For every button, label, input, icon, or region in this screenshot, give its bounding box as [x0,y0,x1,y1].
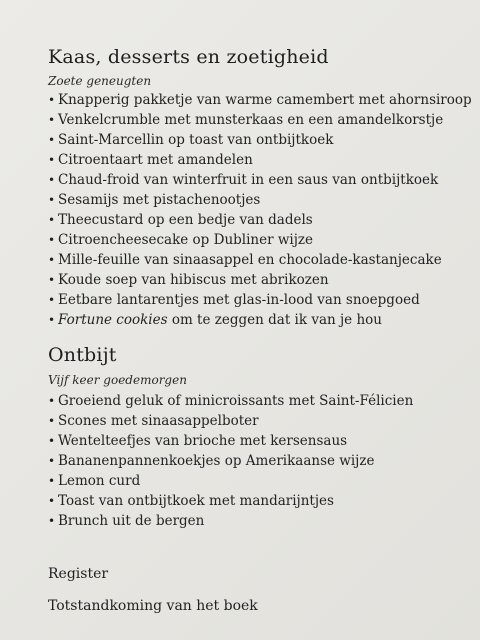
bullet: • [48,293,56,307]
list-item: • Lemon curd [48,473,141,489]
list-item: • Koude soep van hibiscus met abrikozen [48,272,329,288]
list-item: • Groeiend geluk of minicroissants met Saint-Félicien [48,393,414,409]
list-item: • Saint-Marcellin op toast van ontbijtkoek [48,132,334,148]
italic-phrase: Fortune cookies [58,312,168,328]
section-subtitle-desserts: Zoete geneugten [48,74,152,88]
section-title-desserts: Kaas, desserts en zoetigheid [48,46,329,68]
bullet: • [48,193,56,207]
list-item: • Scones met sinaasappelboter [48,413,259,429]
list-item: • Fortune cookies om te zeggen dat ik van je hou [48,312,382,328]
section-subtitle-ontbijt: Vijf keer goedemorgen [48,373,187,387]
list-item: • Citroentaart met amandelen [48,152,253,168]
bullet: • [48,113,56,127]
list-item: • Venkelcrumble met munsterkaas en een amandelkorstje [48,112,444,128]
bullet: • [48,454,56,468]
bullet: • [48,434,56,448]
section-title-ontbijt: Ontbijt [48,344,117,366]
list-item: • Mille-feuille van sinaasappel en chocolade-kastanjecake [48,252,442,268]
list-item: • Knapperig pakketje van warme camembert met ahornsiroop [48,92,472,108]
bullet: • [48,253,56,267]
bullet: • [48,213,56,227]
bullet: • [48,173,56,187]
bullet: • [48,153,56,167]
bullet: • [48,474,56,488]
list-item: • Toast van ontbijtkoek met mandarijntjes [48,493,334,509]
list-item: • Eetbare lantarentjes met glas-in-lood van snoepgoed [48,292,420,308]
bullet: • [48,394,56,408]
bullet: • [48,93,56,107]
totstandkoming-link: Totstandkoming van het boek [48,598,258,614]
list-item: • Citroencheesecake op Dubliner wijze [48,232,314,248]
bullet: • [48,273,56,287]
breakfast-list [48,391,413,531]
list-item: • Chaud-froid van winterfruit in een saus van ontbijtkoek [48,172,439,188]
bullet: • [48,133,56,147]
bullet: • [48,414,56,428]
list-item: • Wentelteefjes van brioche met kersensaus [48,433,348,449]
bullet: • [48,313,56,327]
register-link: Register [48,566,109,582]
bullet: • [48,514,56,528]
dessert-list [48,90,472,330]
list-item: • Brunch uit de bergen [48,513,205,529]
list-item: • Bananenpannenkoekjes op Amerikaanse wijze [48,453,375,469]
bullet: • [48,233,56,247]
bullet: • [48,494,56,508]
list-item: • Theecustard op een bedje van dadels [48,212,313,228]
list-item: • Sesamijs met pistachenootjes [48,192,261,208]
